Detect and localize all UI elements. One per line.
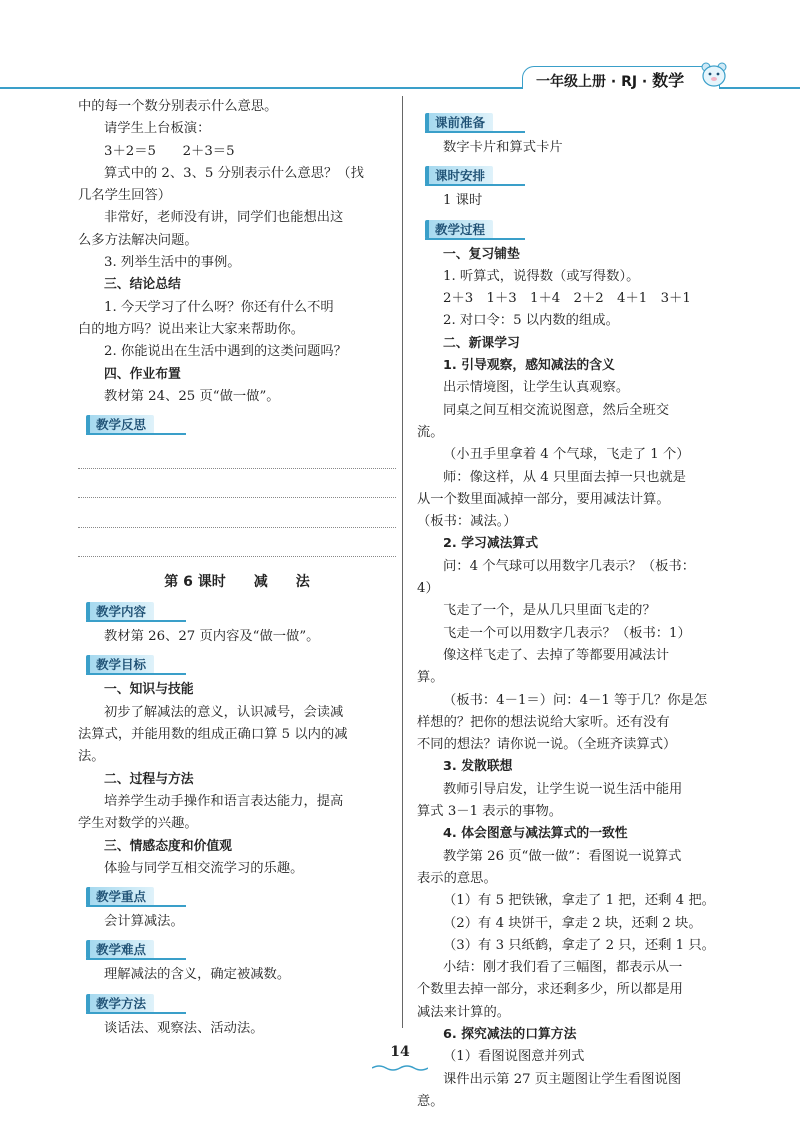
column-divider xyxy=(402,96,403,1028)
text-line: 意。 xyxy=(417,1093,444,1109)
tag-underline xyxy=(86,620,186,622)
text-line: 教师引导启发，让学生说一说生活中能用 xyxy=(443,781,683,797)
bear-mascot-icon xyxy=(699,60,729,88)
writing-line xyxy=(78,469,396,499)
subsection-heading: 3. 发散联想 xyxy=(443,759,513,775)
list-item: （2）有 4 块饼干，拿走 2 块，还剩 2 块。 xyxy=(443,915,702,931)
goals-tag xyxy=(86,654,396,675)
text-line: 2. 你能说出在生活中遇到的这类问题吗？ xyxy=(104,344,347,360)
text-line: 问：4 个气球可以用数字几表示？（板书： xyxy=(443,558,696,574)
tag-underline xyxy=(425,184,525,186)
lesson-title: 第 6 课时 减 法 xyxy=(164,574,310,591)
text-line: 学生对数学的兴趣。 xyxy=(78,816,198,832)
right-column xyxy=(417,96,727,1113)
text-line: 法。 xyxy=(78,749,105,765)
text-line: 减法来计算的。 xyxy=(417,1004,511,1020)
text-line: 1. 听算式，说得数（或写得数）。 xyxy=(443,268,640,284)
tag-underline xyxy=(86,433,186,435)
text-line: 非常好，老师没有讲，同学们也能想出这 xyxy=(104,210,344,226)
text-line: 中的每一个数分别表示什么意思。 xyxy=(78,99,278,114)
section-heading: 一、复习铺垫 xyxy=(443,246,520,262)
text-line: 培养学生动手操作和语言表达能力，提高 xyxy=(104,793,344,809)
equation-line: 3＋2＝5 2＋3＝5 xyxy=(104,143,235,159)
tag-label: 教学目标 xyxy=(86,655,154,674)
list-item: （3）有 3 只纸鹤，拿走了 2 只，还剩 1 只。 xyxy=(443,937,715,953)
tag-label: 教学过程 xyxy=(425,220,493,239)
key-point-tag xyxy=(86,886,396,907)
writing-line xyxy=(78,528,396,558)
text-line: 教材第 26、27 页内容及“做一做”。 xyxy=(104,629,320,645)
text-line: 样想的？把你的想法说给大家听。还有没有 xyxy=(417,714,670,730)
text-line: （1）看图说图意并列式 xyxy=(443,1049,585,1065)
text-line: 1 课时 xyxy=(443,193,483,209)
tag-label: 教学内容 xyxy=(86,602,154,621)
reflection-tag xyxy=(86,414,396,435)
writing-line xyxy=(78,498,396,528)
schedule-tag xyxy=(425,165,727,186)
process-tag xyxy=(425,219,727,240)
page-number: 14 xyxy=(390,1044,410,1060)
tag-underline xyxy=(86,673,186,675)
text-line: 2. 对口令：5 以内数的组成。 xyxy=(443,313,619,329)
prep-tag xyxy=(425,112,727,133)
wave-ornament-icon xyxy=(372,1064,428,1072)
text-line: 算式中的 2、3、5 分别表示什么意思？（找 xyxy=(104,165,364,181)
tag-label: 教学方法 xyxy=(86,994,154,1013)
tag-label: 教学难点 xyxy=(86,940,154,959)
tag-label: 课时安排 xyxy=(425,166,493,185)
section-heading: 一、知识与技能 xyxy=(104,682,194,698)
header-title xyxy=(536,68,684,91)
writing-line xyxy=(78,439,396,469)
text-line: 出示情境图，让学生认真观察。 xyxy=(443,380,630,396)
subsection-heading: 6. 探究减法的口算方法 xyxy=(443,1026,577,1042)
text-line: 3. 列举生活中的事例。 xyxy=(104,255,241,271)
text-line: （板书：减法。） xyxy=(417,514,517,530)
tag-label: 教学重点 xyxy=(86,887,154,906)
tag-underline xyxy=(86,958,186,960)
tag-underline xyxy=(425,238,525,240)
text-line: 白的地方吗？说出来让大家来帮助你。 xyxy=(78,321,305,337)
text-line: 飞走一个可以用数字几表示？（板书：1） xyxy=(443,625,691,641)
text-line: 教材第 24、25 页“做一做”。 xyxy=(104,388,280,404)
text-line: 理解减法的含义，确定被减数。 xyxy=(104,967,291,983)
equation-line: 2＋3 1＋3 1＋4 2＋2 4＋1 3＋1 xyxy=(443,291,691,307)
text-line: 表示的意思。 xyxy=(417,870,497,886)
left-column xyxy=(78,96,396,1040)
text-line: 师：像这样，从 4 只里面去掉一只也就是 xyxy=(443,469,686,485)
list-item: （1）有 5 把铁锹，拿走了 1 把，还剩 4 把。 xyxy=(443,893,715,909)
header-book: 一年级上册 · RJ · xyxy=(536,74,653,90)
text-line: 请学生上台板演： xyxy=(104,121,211,137)
text-line: 么多方法解决问题。 xyxy=(78,232,198,248)
section-heading: 四、作业布置 xyxy=(104,366,181,382)
section-heading: 三、情感态度和价值观 xyxy=(104,838,232,854)
text-line: 谈话法、观察法、活动法。 xyxy=(104,1020,264,1036)
text-line: 4） xyxy=(417,581,439,597)
text-line: 课件出示第 27 页主题图让学生看图说图 xyxy=(443,1071,682,1087)
method-tag xyxy=(86,993,396,1014)
text-line: 流。 xyxy=(417,424,444,440)
text-line: 像这样飞走了、去掉了等都要用减法计 xyxy=(443,647,670,663)
text-line: 小结：刚才我们看了三幅图，都表示从一 xyxy=(443,960,683,976)
text-line: 从一个数里面减掉一部分，要用减法计算。 xyxy=(417,491,670,507)
subsection-heading: 2. 学习减法算式 xyxy=(443,536,539,552)
text-line: 几名学生回答） xyxy=(78,188,172,204)
text-line: 同桌之间互相交流说图意，然后全班交 xyxy=(443,402,670,418)
subsection-heading: 4. 体会图意与减法算式的一致性 xyxy=(443,826,628,842)
section-heading: 三、结论总结 xyxy=(104,277,181,293)
tag-label: 课前准备 xyxy=(425,113,493,132)
text-line: 飞走了一个，是从几只里面飞走的？ xyxy=(443,603,656,619)
section-heading: 二、过程与方法 xyxy=(104,771,194,787)
tag-underline xyxy=(86,905,186,907)
tag-label: 教学反思 xyxy=(86,415,154,434)
text-line: 数字卡片和算式卡片 xyxy=(443,140,563,155)
subsection-heading: 1. 引导观察，感知减法的含义 xyxy=(443,358,615,374)
content-tag xyxy=(86,601,396,622)
text-line: （小丑手里拿着 4 个气球，飞走了 1 个） xyxy=(443,447,690,463)
text-line: 算式 3－1 表示的事物。 xyxy=(417,804,563,820)
difficulty-tag xyxy=(86,939,396,960)
text-line: 1. 今天学习了什么呀？你还有什么不明 xyxy=(104,299,334,315)
tag-underline xyxy=(86,1012,186,1014)
section-heading: 二、新课学习 xyxy=(443,335,520,351)
text-line: 体验与同学互相交流学习的乐趣。 xyxy=(104,860,304,876)
text-line: （板书：4－1＝）问：4－1 等于几？你是怎 xyxy=(443,692,708,708)
header-subject: 数学 xyxy=(652,71,685,90)
tag-underline xyxy=(425,131,525,133)
text-line: 不同的想法？请你说一说。（全班齐读算式） xyxy=(417,737,677,753)
text-line: 算。 xyxy=(417,670,444,686)
text-line: 法算式，并能用数的组成正确口算 5 以内的减 xyxy=(78,727,348,743)
text-line: 初步了解减法的意义，认识减号，会读减 xyxy=(104,704,344,720)
text-line: 个数里去掉一部分，求还剩多少，所以都是用 xyxy=(417,982,683,998)
text-line: 会计算减法。 xyxy=(104,914,184,930)
text-line: 教学第 26 页“做一做”：看图说一说算式 xyxy=(443,848,682,864)
